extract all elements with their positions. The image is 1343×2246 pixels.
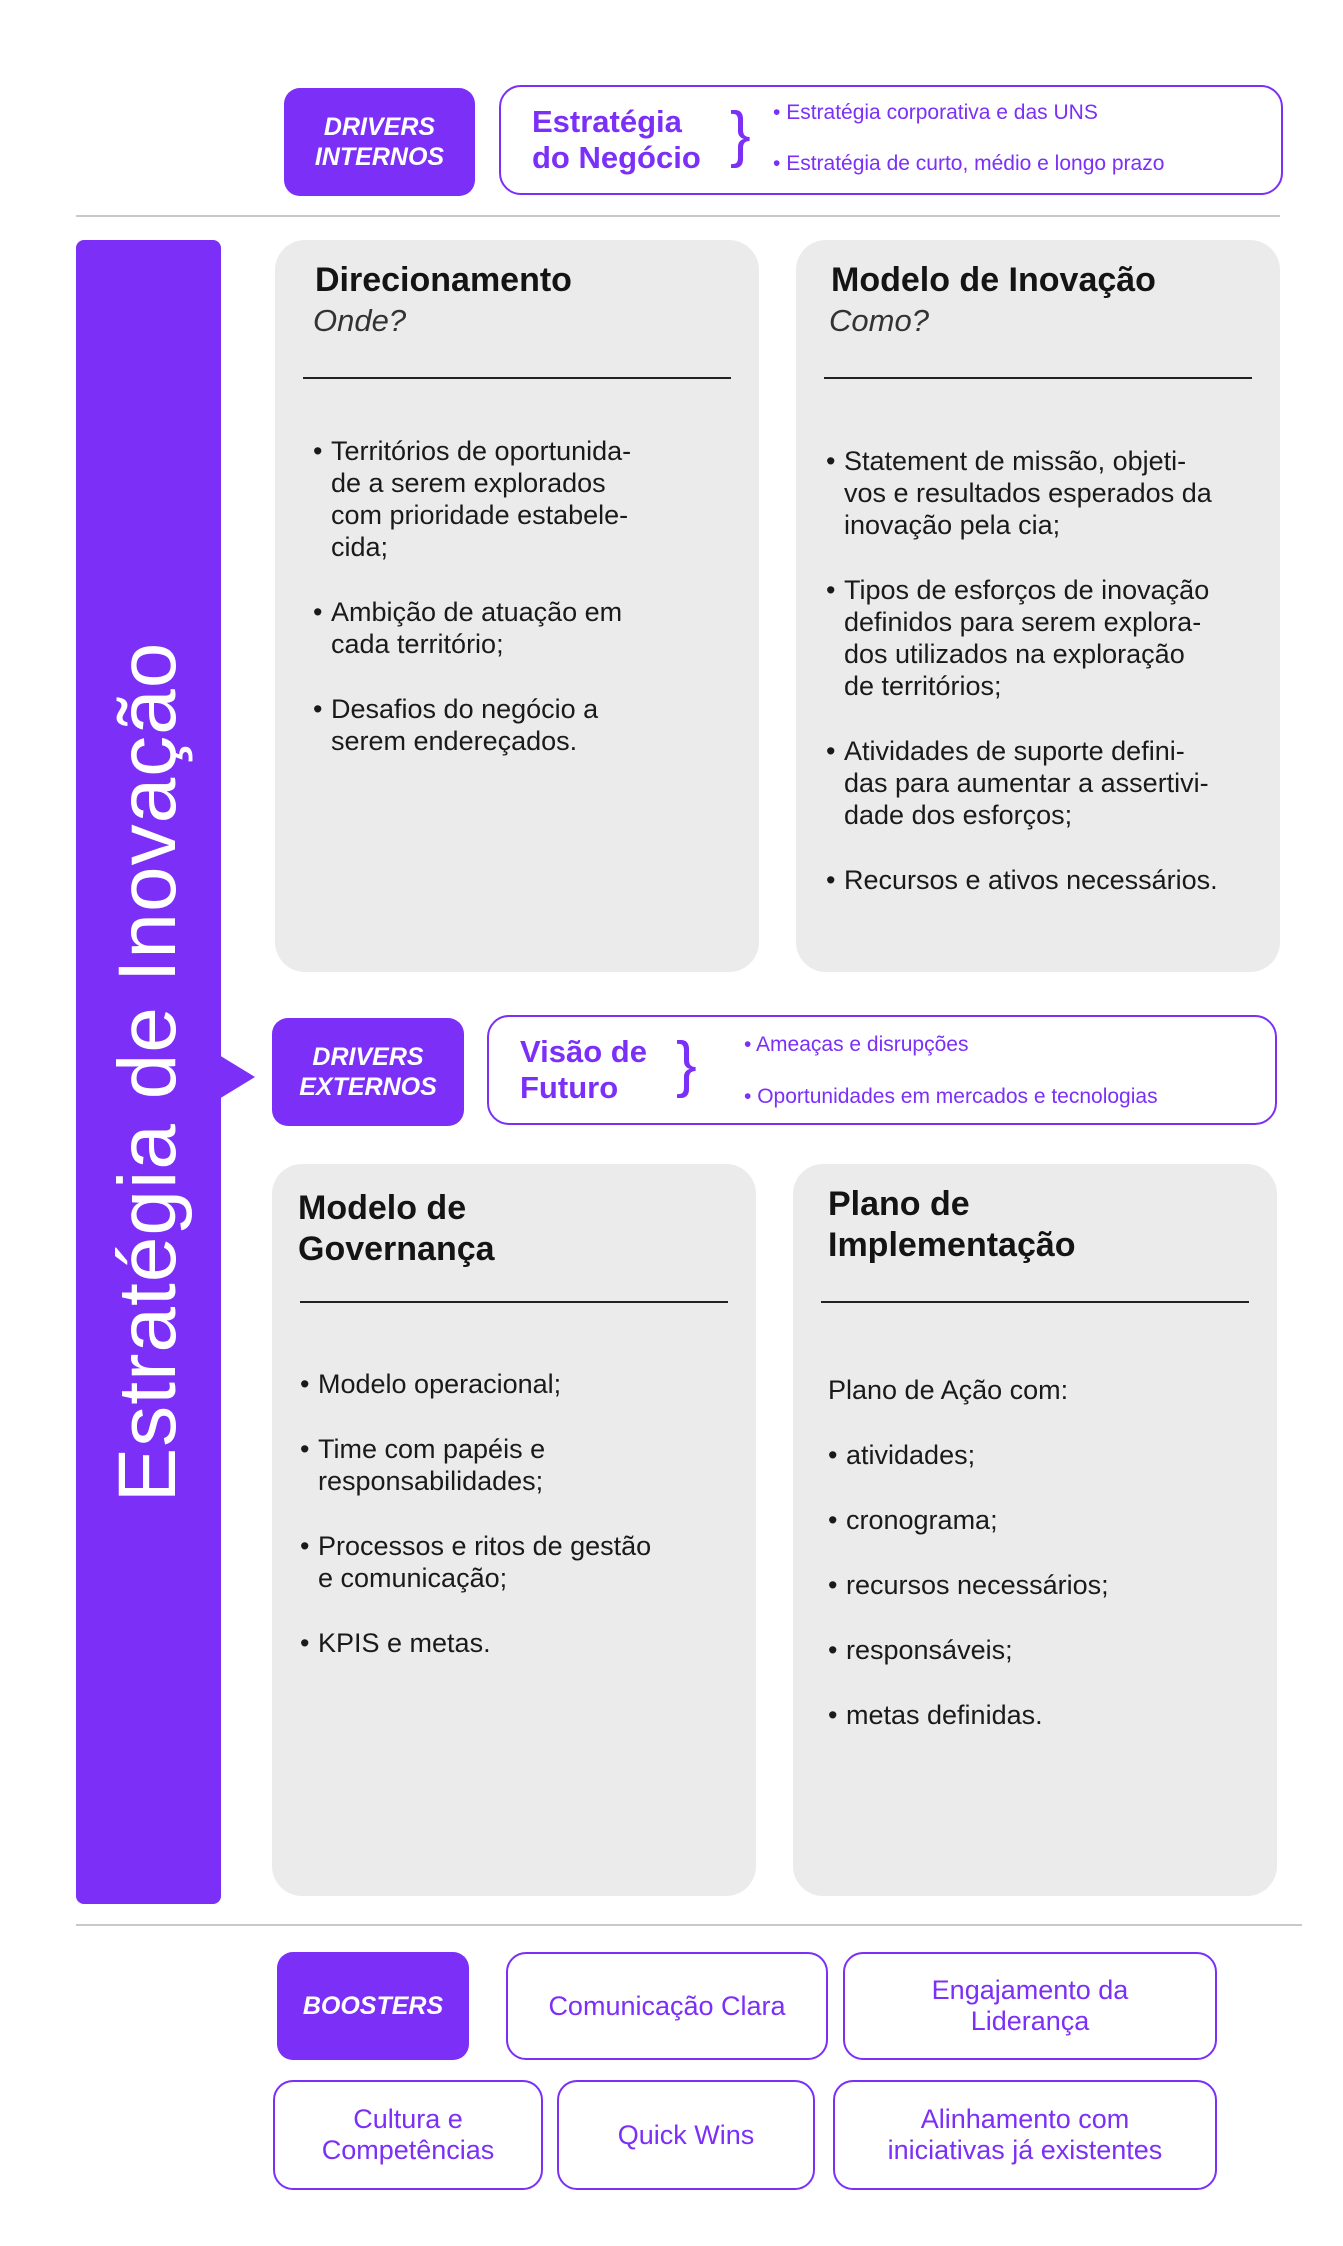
list-item: • responsáveis; — [828, 1635, 1013, 1665]
card-governanca — [272, 1164, 756, 1896]
list-item: • Territórios de oportunida- de a serem explorados com prioridade estabele- cida; — [313, 436, 632, 562]
card-title: Direcionamento — [315, 261, 572, 299]
list-item: • KPIS e metas. — [300, 1628, 491, 1658]
drivers-externos-badge: DRIVERS EXTERNOS — [272, 1018, 464, 1126]
card-body — [300, 1368, 740, 1692]
driver-externo-item: • Ameaças e disrupções — [744, 1033, 969, 1056]
driver-externo-item: • Oportunidades em mercados e tecnologias — [744, 1085, 1158, 1108]
card-body — [826, 445, 1276, 929]
list-item: • recursos necessários; — [828, 1570, 1109, 1600]
card-title: Modelo de Governança — [298, 1189, 495, 1268]
list-item: • metas definidas. — [828, 1700, 1043, 1730]
list-item: • Recursos e ativos necessários. — [826, 865, 1218, 895]
card-subtitle: Onde? — [313, 303, 407, 338]
list-item: • Processos e ritos de gestão e comunicação; — [300, 1531, 652, 1593]
list-item: • Modelo operacional; — [300, 1369, 562, 1399]
estrategia-negocio-title: Estratégia do Negócio — [532, 104, 701, 175]
list-item: • Ambição de atuação em cada território; — [313, 597, 623, 659]
list-item: • Statement de missão, objeti- vos e resultados esperados da inovação pela cia; — [826, 446, 1212, 540]
card-rule — [821, 1301, 1249, 1303]
list-item: • cronograma; — [828, 1505, 998, 1535]
list-item: • Time com papéis e responsabilidades; — [300, 1434, 546, 1496]
card-title: Modelo de Inovação — [831, 261, 1156, 299]
driver-interno-item: • Estratégia de curto, médio e longo prazo — [773, 152, 1165, 175]
brace-icon: } — [676, 1030, 697, 1099]
booster-engajamento: Engajamento da Liderança — [843, 1952, 1217, 2060]
card-rule — [300, 1301, 728, 1303]
divider-bottom — [76, 1924, 1302, 1926]
boosters-badge: BOOSTERS — [277, 1952, 469, 2060]
drivers-internos-badge: DRIVERS INTERNOS — [284, 88, 475, 196]
sidebar-title: Estratégia de Inovação — [102, 641, 193, 1503]
visao-futuro-title: Visão de Futuro — [520, 1034, 647, 1105]
card-body — [313, 435, 733, 790]
booster-quick-wins: Quick Wins — [557, 2080, 815, 2190]
booster-cultura: Cultura e Competências — [273, 2080, 543, 2190]
driver-interno-item: • Estratégia corporativa e das UNS — [773, 101, 1098, 124]
list-item: • Tipos de esforços de inovação definidos para serem explora- dos utilizados na exploração de territórios; — [826, 575, 1210, 701]
card-modelo-inovacao — [796, 240, 1280, 972]
list-item: • Desafios do negócio a serem endereçados. — [313, 694, 599, 756]
divider-top — [76, 215, 1280, 217]
sidebar-arrow — [219, 1055, 255, 1099]
booster-alinhamento: Alinhamento com iniciativas já existentes — [833, 2080, 1217, 2190]
card-body — [828, 1374, 1268, 1764]
card-rule — [303, 377, 731, 379]
card-title: Plano de Implementação — [828, 1185, 1076, 1264]
plan-intro: Plano de Ação com: — [828, 1375, 1069, 1405]
list-item: • atividades; — [828, 1440, 976, 1470]
card-direcionamento — [275, 240, 759, 972]
booster-comunicacao: Comunicação Clara — [506, 1952, 828, 2060]
list-item: • Atividades de suporte defini- das para aumentar a assertivi- dade dos esforços; — [826, 736, 1209, 830]
card-subtitle: Como? — [829, 303, 929, 338]
card-implementacao — [793, 1164, 1277, 1896]
brace-icon: } — [730, 100, 751, 169]
card-rule — [824, 377, 1252, 379]
